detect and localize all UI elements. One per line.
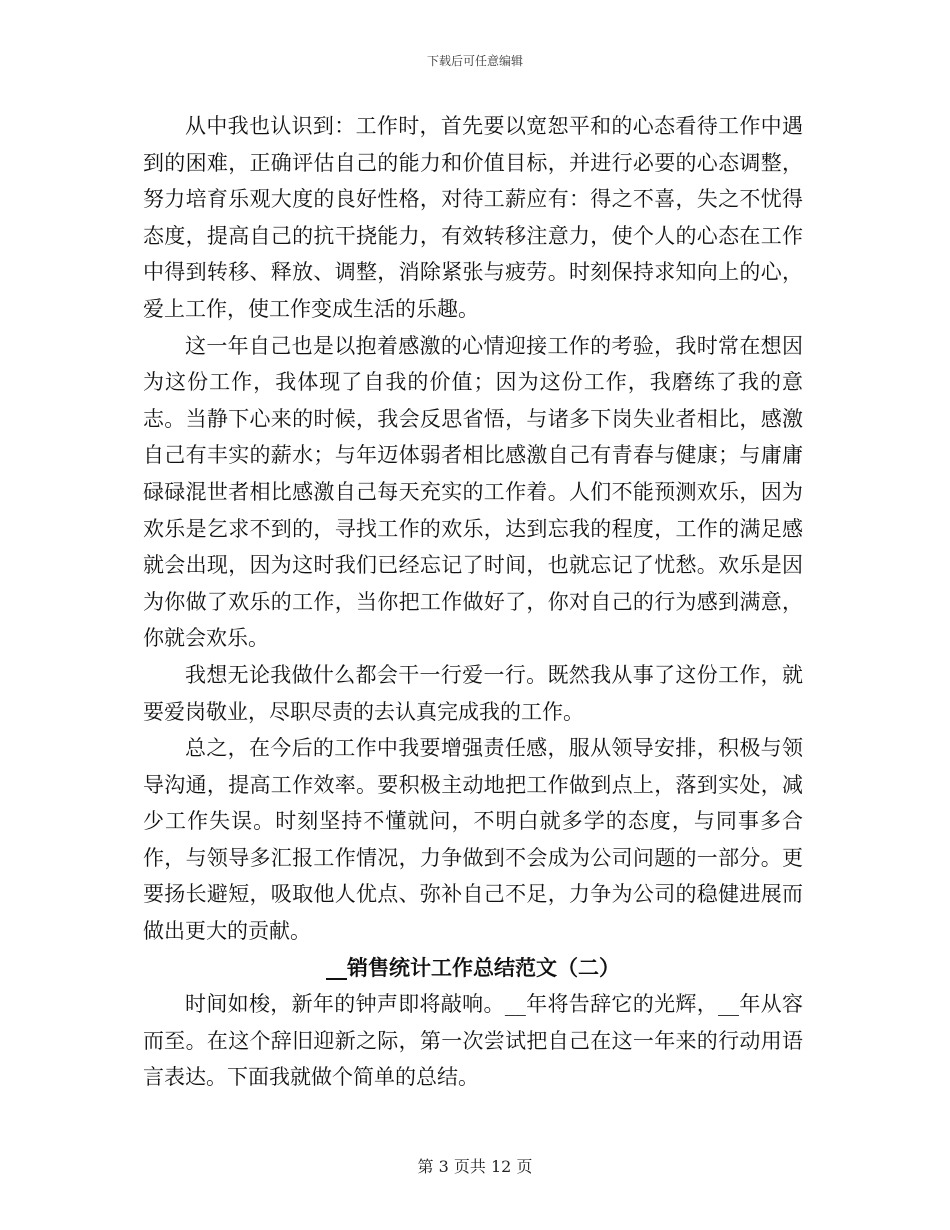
body-paragraph: 时间如梭，新年的钟声即将敲响。__年将告辞它的光辉，__年从容而至。在这个辞旧迎新之际，第一次尝试把自己在这一年来的行动用语言表达。下面我就做个简单的总结。 <box>143 992 803 1090</box>
document-body <box>143 108 803 1096</box>
body-paragraph: 总之，在今后的工作中我要增强责任感，服从领导安排，积极与领导沟通，提高工作效率。要积极主动地把工作做到点上，落到实处，减少工作失误。时刻坚持不懂就问，不明白就多学的态度，与同事多合作，与领导多汇报工作情况，力争做到不会成为公司问题的一部分。更要扬长避短，吸取他人优点、弥补自己不足，力争为公司的稳健进展而做出更大的贡献。 <box>143 736 803 944</box>
body-paragraph: 这一年自己也是以抱着感激的心情迎接工作的考验，我时常在想因为这份工作，我体现了自我的价值；因为这份工作，我磨练了我的意志。当静下心来的时候，我会反思省悟，与诸多下岗失业者相比，感激自己有丰实的薪水；与年迈体弱者相比感激自己有青春与健康；与庸庸碌碌混世者相比感激自己每天充实的工作着。人们不能预测欢乐，因为欢乐是乞求不到的，寻找工作的欢乐，达到忘我的程度，工作的满足感就会出现，因为这时我们已经忘记了时间，也就忘记了忧愁。欢乐是因为你做了欢乐的工作，当你把工作做好了，你对自己的行为感到满意，你就会欢乐。 <box>143 333 803 651</box>
body-paragraph: 从中我也认识到：工作时，首先要以宽恕平和的心态看待工作中遇到的困难，正确评估自己的能力和价值目标，并进行必要的心态调整，努力培育乐观大度的良好性格，对待工薪应有：得之不喜，失之不忧得态度，提高自己的抗干挠能力，有效转移注意力，使个人的心态在工作中得到转移、释放、调整，消除紧张与疲劳。时刻保持求知向上的心，爱上工作，使工作变成生活的乐趣。 <box>143 114 803 321</box>
page-number: 第 3 页共 12 页 <box>417 1157 533 1176</box>
section-title: __销售统计工作总结范文（二） <box>326 954 620 980</box>
body-paragraph: 我想无论我做什么都会干一行爱一行。既然我从事了这份工作，就要爱岗敬业，尽职尽责的去认真完成我的工作。 <box>143 662 803 724</box>
page-header: 下载后可任意编辑 <box>426 54 523 68</box>
